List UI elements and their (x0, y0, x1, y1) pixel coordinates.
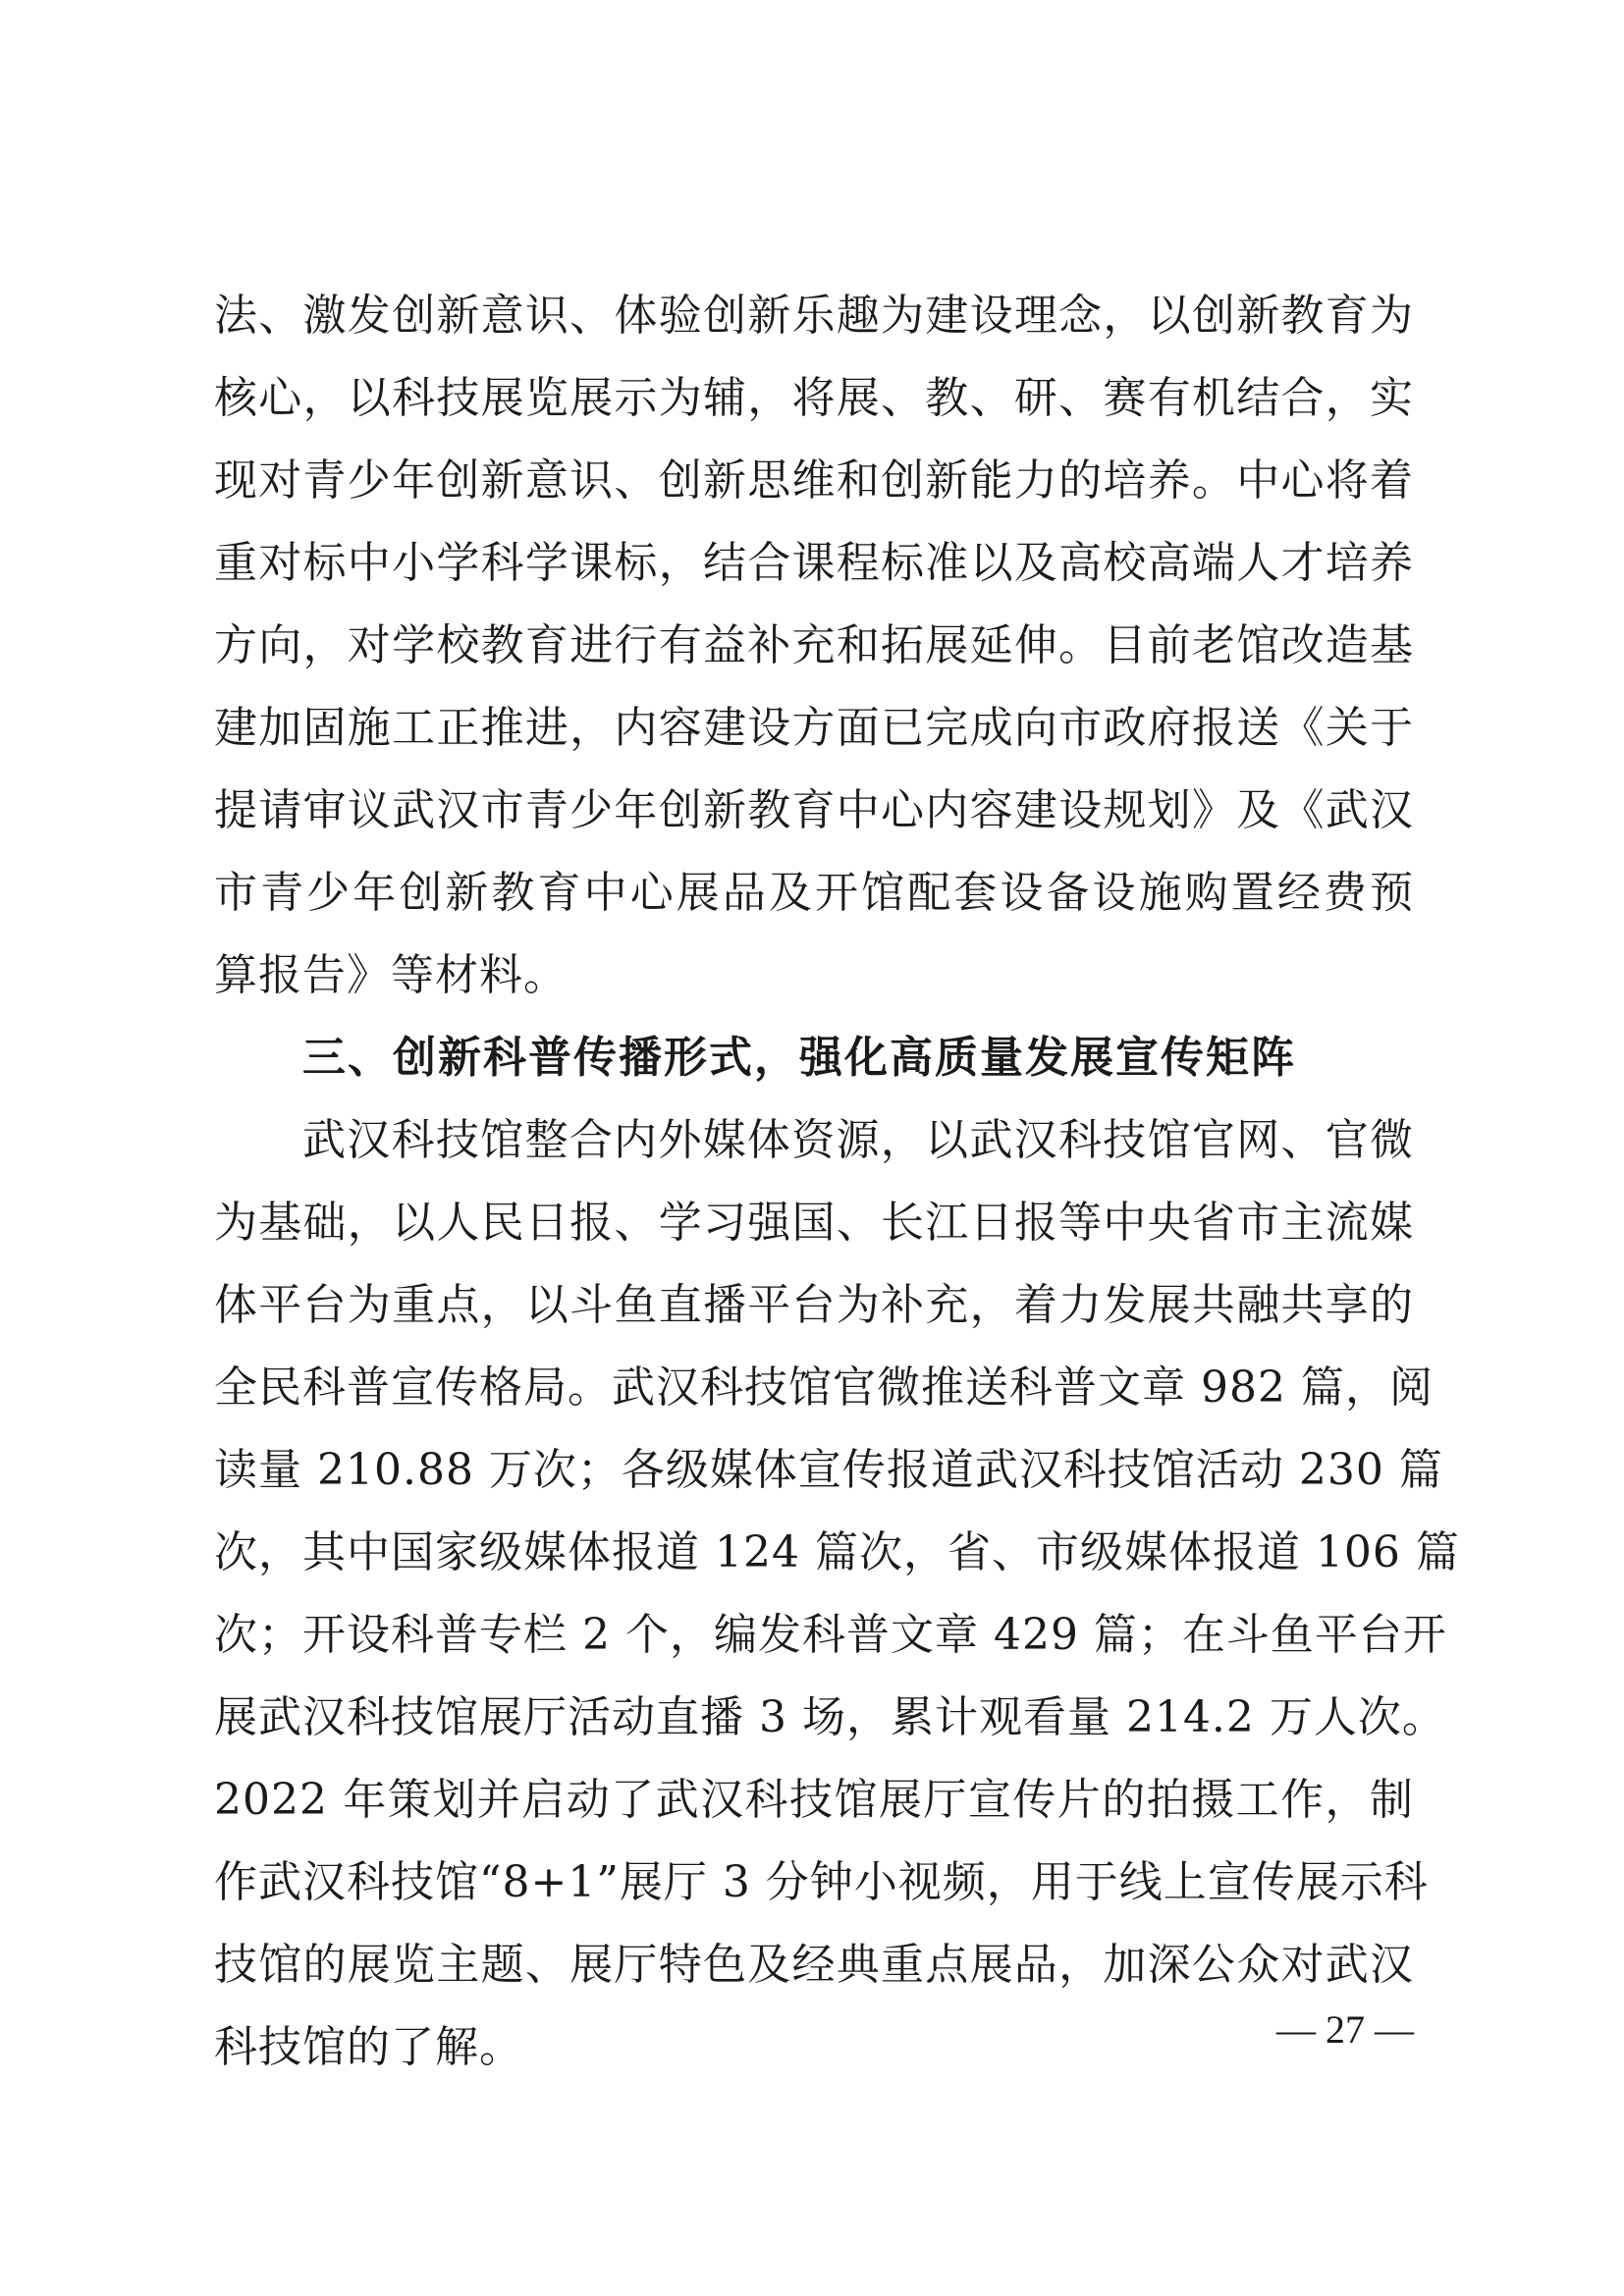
paragraph-line: 现对青少年创新意识、创新思维和创新能力的培养。中心将着 (214, 455, 1414, 506)
section-heading: 三、创新科普传播形式，强化高质量发展宣传矩阵 (302, 1033, 1296, 1083)
paragraph-line: 读量 210.88 万次；各级媒体宣传报道武汉科技馆活动 230 篇 (214, 1445, 1443, 1495)
paragraph-line: 提请审议武汉市青少年创新教育中心内容建设规划》及《武汉 (214, 785, 1414, 835)
paragraph-line: 全民科普宣传格局。武汉科技馆官微推送科普文章 982 篇，阅 (214, 1362, 1434, 1413)
paragraph-line: 为基础，以人民日报、学习强国、长江日报等中央省市主流媒 (214, 1198, 1414, 1248)
paragraph-line: 科技馆的了解。 (214, 2022, 523, 2072)
paragraph-line: 建加固施工正推进，内容建设方面已完成向市政府报送《关于 (214, 703, 1414, 753)
paragraph-line: 体平台为重点，以斗鱼直播平台为补充，着力发展共融共享的 (214, 1280, 1414, 1330)
paragraph-line: 市青少年创新教育中心展品及开馆配套设备设施购置经费预 (214, 868, 1414, 918)
page-number: — 27 — (1276, 2007, 1414, 2052)
paragraph-line: 重对标中小学科学课标，结合课程标准以及高校高端人才培养 (214, 538, 1414, 588)
paragraph-line: 展武汉科技馆展厅活动直播 3 场，累计观看量 214.2 万人次。 (214, 1692, 1446, 1742)
paragraph-line: 方向，对学校教育进行有益补充和拓展延伸。目前老馆改造基 (214, 620, 1414, 670)
paragraph-line: 核心，以科技展览展示为辅，将展、教、研、赛有机结合，实 (214, 373, 1414, 423)
paragraph-line: 法、激发创新意识、体验创新乐趣为建设理念，以创新教育为 (214, 291, 1414, 341)
paragraph-line: 作武汉科技馆“8+1”展厅 3 分钟小视频，用于线上宣传展示科 (214, 1857, 1429, 1907)
paragraph-line: 次；开设科普专栏 2 个，编发科普文章 429 篇；在斗鱼平台开 (214, 1610, 1447, 1660)
paragraph-line: 武汉科技馆整合内外媒体资源，以武汉科技馆官网、官微 (302, 1115, 1414, 1165)
paragraph-line: 2022 年策划并启动了武汉科技馆展厅宣传片的拍摄工作，制 (214, 1775, 1414, 1825)
paragraph-line: 算报告》等材料。 (214, 950, 568, 1000)
paragraph-line: 技馆的展览主题、展厅特色及经典重点展品，加深公众对武汉 (214, 1940, 1414, 1990)
paragraph-line: 次，其中国家级媒体报道 124 篇次，省、市级媒体报道 106 篇 (214, 1527, 1460, 1577)
